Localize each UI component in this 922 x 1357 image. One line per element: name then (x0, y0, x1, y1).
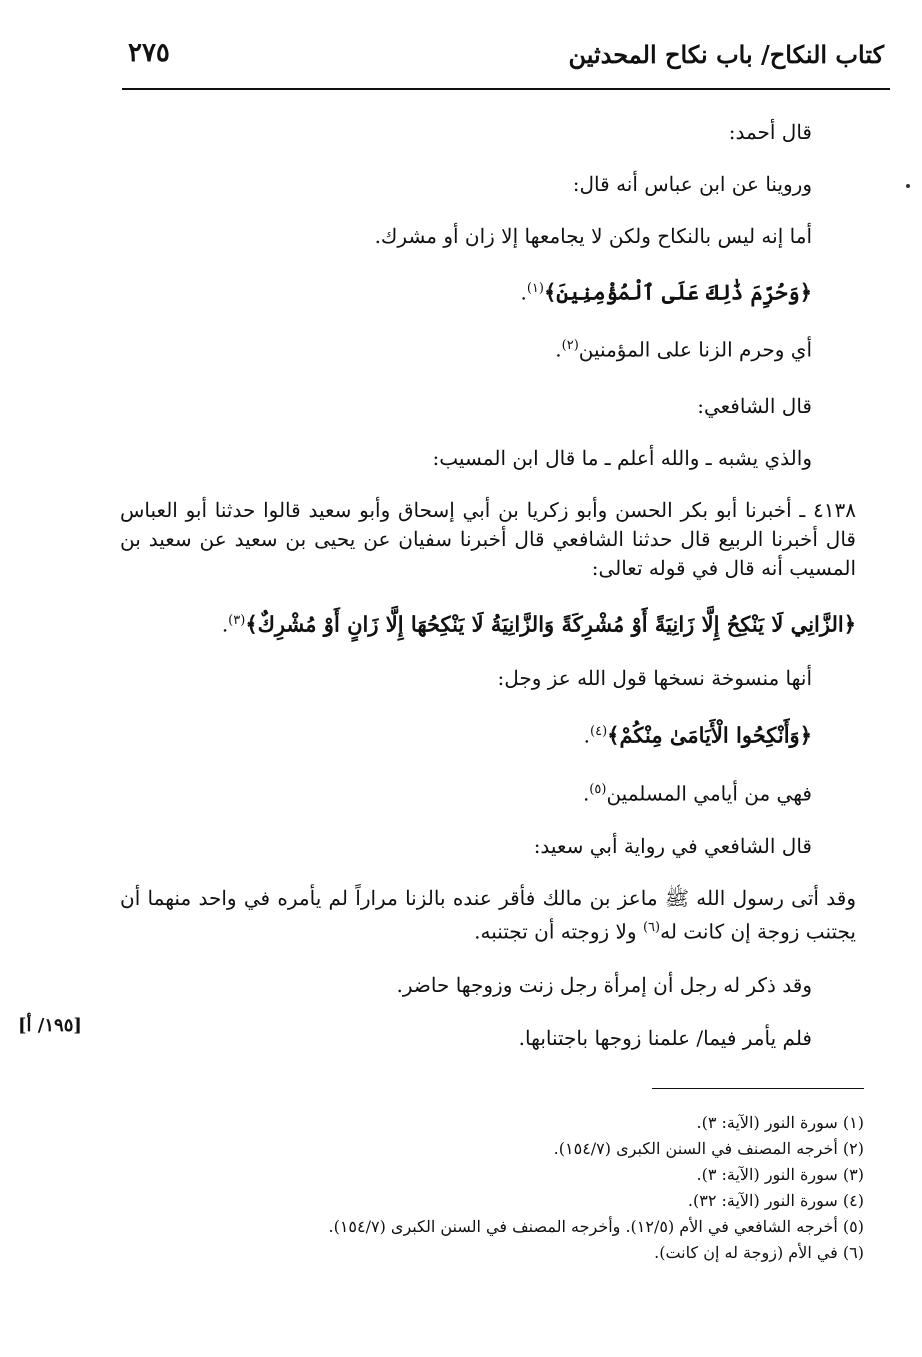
paragraph: وقد ذكر له رجل أن إمرأة رجل زنت وزوجها حاضر. (396, 972, 812, 997)
paragraph-text: فهي من أيامي المسلمين (606, 781, 812, 806)
paragraph: والذي يشبه ـ والله أعلم ـ ما قال ابن المسيب: (432, 446, 812, 471)
running-header-title: كتاب النكاح/ باب نكاح المحدثين (568, 40, 884, 69)
punctuation: . (582, 781, 590, 806)
footnote: (٦) في الأم (زوجة له إن كانت). (654, 1243, 864, 1262)
punctuation: . (520, 280, 527, 305)
quran-verse: ﴿وَأَنْكِحُوا الْأَيَامَىٰ مِنْكُمْ﴾ (607, 722, 812, 748)
main-text (120, 118, 856, 1053)
hadith-paragraph: ٤١٣٨ ـ أخبرنا أبو بكر الحسن وأبو زكريا بن أبي إسحاق وأبو سعيد قالوا حدثنا أبو العباس قال أخبرنا الربيع قال حدثنا الشافعي قال أخبرنا سفيان عن يحيى بن سعيد عن سعيد بن المسيب أنه قال في قوله تعالى: (120, 498, 856, 581)
paragraph: فلم يأمر فيما/ علمنا زوجها باجتنابها. (518, 1025, 812, 1050)
quran-verse: ﴿الزَّانِي لَا يَنْكِحُ إِلَّا زَانِيَةً أَوْ مُشْرِكَةً وَالزَّانِيَةُ لَا يَنْكِحُهَا إِلَّا زَانٍ أَوْ مُشْرِكٌ﴾ (245, 611, 856, 637)
quran-verse-paragraph (120, 606, 856, 640)
footnote-ref: (٥) (589, 781, 607, 797)
manuscript-folio-note: [١٩٥/ أ] (18, 1015, 82, 1036)
footnotes (120, 1110, 864, 1266)
footnote-ref: (٦) (642, 920, 661, 936)
footnote-separator (652, 1088, 864, 1089)
footnote: (٢) أخرجه المصنف في السنن الكبرى (١٥٤/٧). (553, 1139, 864, 1158)
paragraph: قال الشافعي في رواية أبي سعيد: (533, 834, 812, 859)
paragraph (120, 775, 856, 809)
footnote: (٥) أخرجه الشافعي في الأم (١٢/٥). وأخرجه المصنف في السنن الكبرى (١٥٤/٧). (328, 1217, 864, 1236)
punctuation: . (555, 337, 562, 362)
paragraph: أنها منسوخة نسخها قول الله عز وجل: (497, 665, 812, 690)
quran-verse-paragraph (120, 274, 856, 308)
footnote: (٤) سورة النور (الآية: ٣٢). (687, 1191, 864, 1210)
page-number: ٢٧٥ (128, 38, 170, 68)
header-rule (122, 88, 890, 90)
quran-verse: ﴿وَحُرِّمَ ذَٰلِكَ عَلَى ٱلْمُؤْمِنِينَ﴾ (543, 279, 812, 305)
punctuation: . (583, 723, 590, 748)
paragraph-text: وقد أتى رسول الله ﷺ ماعز بن مالك فأقر عنده بالزنا مراراً لم يأمره في واحد منهما أن يجتنب زوجة إن كانت له (120, 886, 856, 944)
punctuation: . (221, 612, 229, 637)
paragraph: أما إنه ليس بالنكاح ولكن لا يجامعها إلا زان أو مشرك. (374, 224, 812, 248)
paragraph-text: ولا زوجته أن تجتنبه. (474, 919, 643, 944)
paragraph: وروينا عن ابن عباس أنه قال: (572, 172, 812, 196)
footnote: (٣) سورة النور (الآية: ٣). (696, 1165, 864, 1184)
paragraph-text: أي وحرم الزنا على المؤمنين (578, 337, 812, 362)
paragraph: قال أحمد: (728, 120, 812, 144)
footnote-ref: (٤) (590, 723, 608, 739)
quran-verse-paragraph (120, 717, 856, 751)
paragraph (120, 331, 856, 365)
footnote-ref: (١) (526, 281, 544, 296)
footnote: (١) سورة النور (الآية: ٣). (696, 1113, 864, 1132)
footnote-ref: (٢) (561, 337, 579, 353)
footnote-ref: (٣) (228, 613, 246, 629)
paragraph: قال الشافعي: (697, 394, 812, 419)
scan-speck (906, 184, 910, 188)
paragraph (120, 884, 856, 947)
